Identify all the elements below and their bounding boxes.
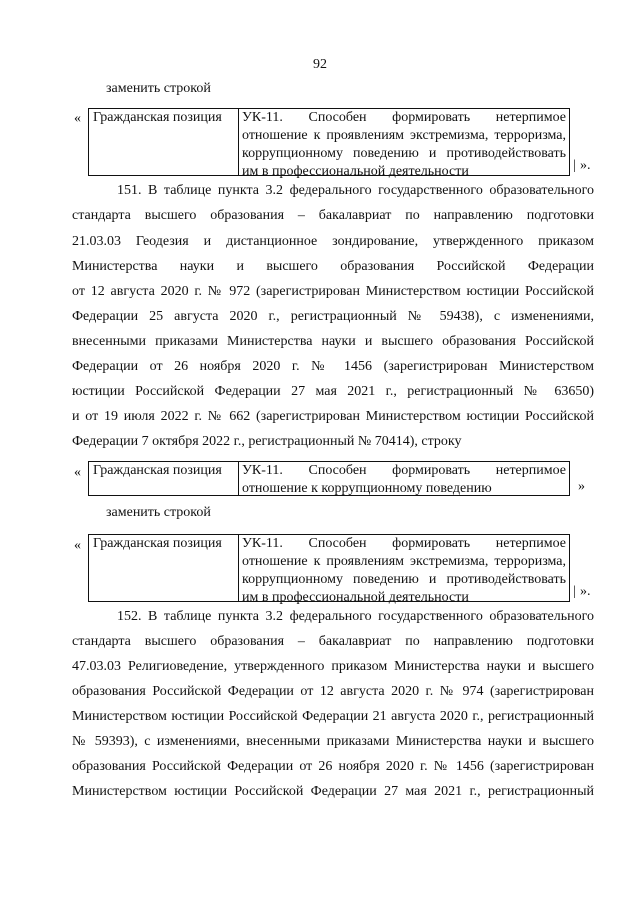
paragraph-152-line: стандарта высшего образования – бакалавриат по направлению подготовки [72, 634, 594, 649]
open-quote: « [74, 538, 81, 553]
table-text-line: УК-11. Способен формировать нетерпимое [242, 463, 566, 478]
paragraph-151-line: стандарта высшего образования – бакалавриат по направлению подготовки [72, 208, 594, 223]
table-text-line: УК-11. Способен формировать нетерпимое [242, 110, 566, 125]
table-text-line: отношение к проявлениям экстремизма, терроризма, [242, 554, 566, 569]
table-text-line: коррупционному поведению и противодействовать [242, 146, 566, 161]
table-cell-competency-category: Гражданская позиция [89, 462, 239, 495]
table-cell-competency-text [239, 109, 569, 179]
table-text-line: коррупционному поведению и противодействовать [242, 572, 566, 587]
paragraph-151-line: 21.03.03 Геодезия и дистанционное зондирование, утвержденного приказом [72, 234, 594, 249]
table-cell-competency-category: Гражданская позиция [89, 109, 239, 175]
paragraph-151-line: 151. В таблице пункта 3.2 федерального государственного образовательного [117, 183, 594, 198]
paragraph-151-line: и от 19 июля 2022 г. № 662 (зарегистрирован Министерством юстиции Российской [72, 409, 594, 424]
table-text-line: им в профессиональной деятельности [242, 164, 469, 179]
open-quote: « [74, 111, 81, 126]
paragraph-151-line: Федерации от 26 ноября 2020 г. № 1456 (зарегистрирован Министерством [72, 359, 594, 374]
paragraph-152-line: 47.03.03 Религиоведение, утвержденного приказом Министерства науки и высшего [72, 659, 594, 674]
paragraph-151-line: Федерации 25 августа 2020 г., регистрационный № 59438), с изменениями, [72, 309, 594, 324]
replacement-table [88, 108, 570, 179]
close-quote: ». [580, 158, 591, 173]
paragraph-151-line: Федерации 7 октября 2022 г., регистрационный № 70414), строку [72, 434, 462, 449]
paragraph-152-line: Министерством юстиции Российской Федерации 27 мая 2021 г., регистрационный [72, 784, 594, 799]
close-quote: » [578, 479, 585, 494]
table-text-line: УК-11. Способен формировать нетерпимое [242, 536, 566, 551]
paragraph-152-line: образования Российской Федерации от 26 ноября 2020 г. № 1456 (зарегистрирован [72, 759, 594, 774]
paragraph-152-line: 152. В таблице пункта 3.2 федерального государственного образовательного [117, 609, 594, 624]
table-text-line: отношение к коррупционному поведению [242, 481, 492, 496]
paragraph-151-line: юстиции Российской Федерации 27 мая 2021 г., регистрационный № 63650) [72, 384, 594, 399]
table-cell-competency-text [239, 535, 569, 605]
replace-label: заменить строкой [106, 505, 211, 520]
page-number: 92 [313, 57, 327, 72]
paragraph-152-line: № 59393), с изменениями, внесенными приказами Министерства науки и высшего [72, 734, 594, 749]
paragraph-151-line: Министерства науки и высшего образования Российской Федерации [72, 259, 594, 274]
paragraph-152-line: образования Российской Федерации от 12 августа 2020 г. № 974 (зарегистрирован [72, 684, 594, 699]
table-cell-competency-text [239, 462, 569, 495]
paragraph-151-line: внесенными приказами Министерства науки и высшего образования Российской [72, 334, 594, 349]
stub-line: | [573, 584, 576, 599]
stub-line: | [573, 158, 576, 173]
table-text-line: им в профессиональной деятельности [242, 590, 469, 605]
paragraph-152-line: Министерством юстиции Российской Федерации 21 августа 2020 г., регистрационный [72, 709, 594, 724]
table-text-line: отношение к проявлениям экстремизма, терроризма, [242, 128, 566, 143]
replacement-table [88, 534, 570, 605]
current-row-table [88, 461, 570, 496]
paragraph-151-line: от 12 августа 2020 г. № 972 (зарегистрирован Министерством юстиции Российской [72, 284, 594, 299]
table-cell-competency-category: Гражданская позиция [89, 535, 239, 601]
close-quote: ». [580, 584, 591, 599]
replace-label: заменить строкой [106, 81, 211, 96]
open-quote: « [74, 465, 81, 480]
